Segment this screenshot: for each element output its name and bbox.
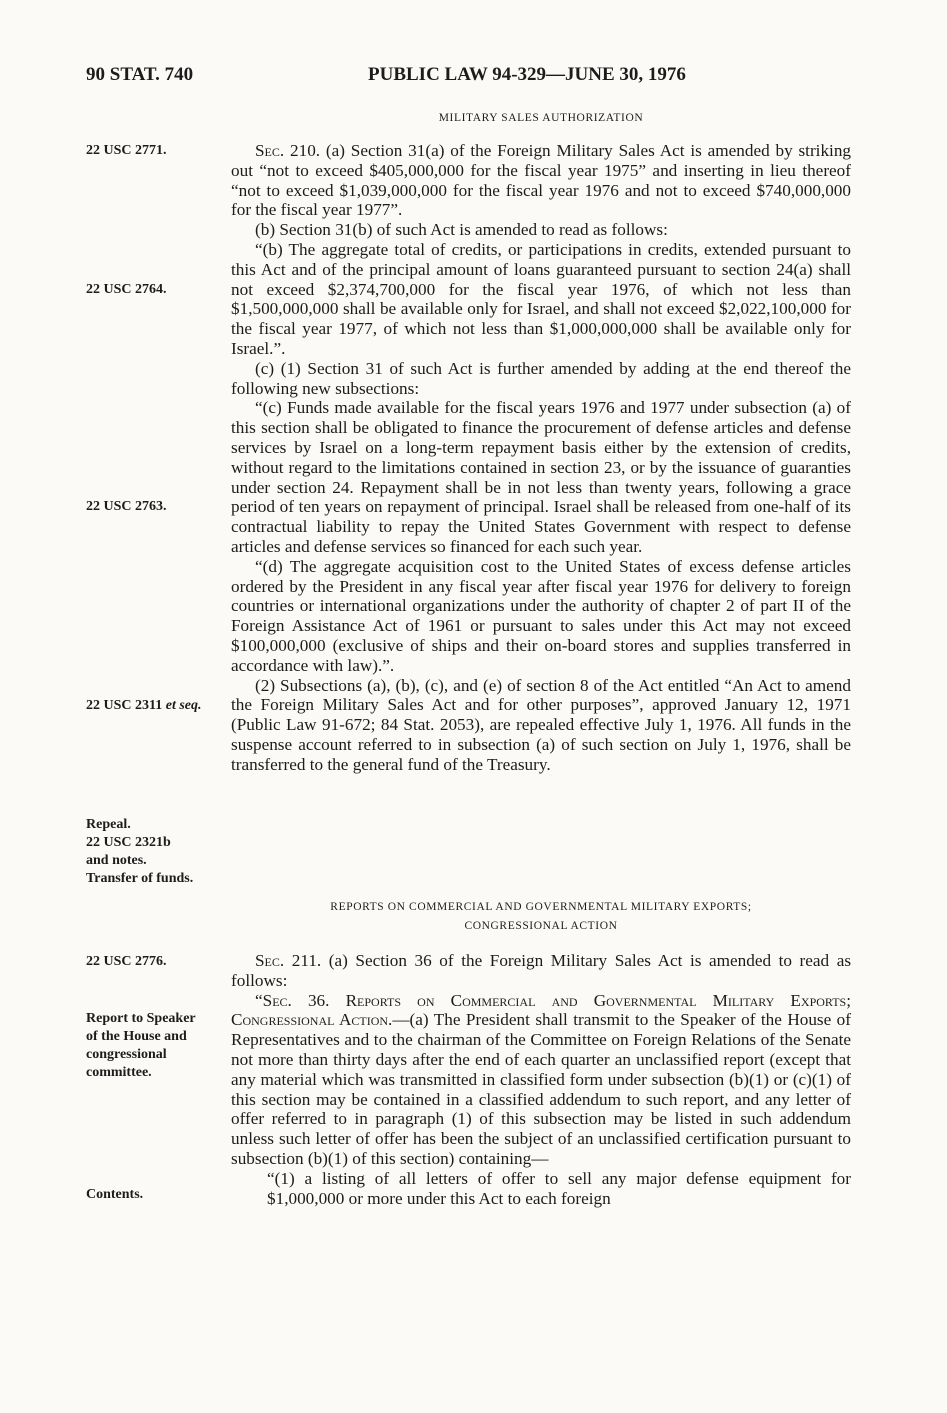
margin-note-contents: Contents. — [86, 1187, 144, 1202]
sec210-para-c2: (2) Subsections (a), (b), (c), and (e) of section 8 of the Act entitled “An Act to amend the Foreign Military Sales Act and for other purposes”, approved January 12, 1971 (Public Law 91-672; 84 Stat. 2053), are repealed effective July 1, 1976. All funds in the suspense account referred to in subsection (a) of such section on July 1, 1976, shall be transferred to the general fund of the Treasury. — [231, 675, 851, 774]
section-210 — [231, 141, 851, 775]
sec210-para-a-text: 210. (a) Section 31(a) of the Foreign Military Sales Act is amended by striking out “not to exceed $405,000,000 for the fiscal year 1975” and inserting in lieu thereof “not to exceed $1,039,000,000 for the fiscal year 1976 and not to exceed $740,000,000 for the fiscal year 1977”. — [231, 141, 852, 220]
margin-note-2763: 22 USC 2763. — [86, 499, 167, 514]
caption-reports-line1: REPORTS ON COMMERCIAL AND GOVERNMENTAL MILITARY EXPORTS; — [330, 901, 752, 913]
margin-note-2771: 22 USC 2771. — [86, 143, 167, 158]
sec211-para-heading — [231, 991, 851, 1169]
margin-note-2311-cite: 22 USC 2311 — [86, 698, 163, 713]
margin-note-and-notes: and notes. — [86, 853, 147, 868]
sec210-para-c1: (c) (1) Section 31 of such Act is further amended by adding at the end thereof the following new subsections: — [231, 358, 851, 398]
stat-page-number: 90 STAT. 740 — [86, 64, 194, 85]
margin-note-report: Report to Speaker of the House and congressional committee. — [86, 1011, 196, 1080]
margin-note-2776: 22 USC 2776. — [86, 954, 167, 969]
sec211-label: Sec. — [255, 951, 285, 970]
sec211-para-a — [231, 951, 851, 991]
caption-military-sales: MILITARY SALES AUTHORIZATION — [438, 112, 644, 124]
sec210-para-b-quote: “(b) The aggregate total of credits, or participations in credits, extended pursuant to this Act and of the principal amount of loans guaranteed pursuant to section 24(a) shall not exceed $2,374,700,000 for the fiscal year 1976, of which not less than $1,500,000,000 shall be available only for Israel, and shall not exceed $2,022,100,000 for the fiscal year 1977, of which not less than $1,000,000,000 shall be available only for Israel.”. — [231, 239, 851, 358]
margin-note-transfer: Transfer of funds. — [86, 871, 194, 886]
sec210-para-b: (b) Section 31(b) of such Act is amended to read as follows: — [255, 220, 668, 240]
sec36-heading: “Sec. 36. Reports on Commercial and Governmental Military Exports; Congressional Action. — [231, 990, 851, 1030]
caption-reports-line2: CONGRESSIONAL ACTION — [464, 920, 618, 932]
sec210-para-c-quote: “(c) Funds made available for the fiscal years 1976 and 1977 under subsection (a) of this section shall be obligated to finance the procurement of defense articles and defense services by Israel on a long-term repayment basis either by the extension of credits, without regard to the limitations contained in section 23, or by the issuance of guaranties under section 24. Repayment shall be in not less than twenty years, following a grace period of ten years on repayment of principal. Israel shall be released from one-half of its contractual liability to repay the United States Government with respect to defense articles and defense services so financed for each such year. — [231, 398, 851, 556]
margin-note-et-seq: et seq. — [165, 698, 202, 713]
sec211-para-1: “(1) a listing of all letters of offer to sell any major defense equipment for $1,000,000 or more under this Act to each foreign — [267, 1168, 851, 1208]
margin-note-repeal-block — [86, 816, 221, 888]
sec210-para-a — [231, 141, 851, 220]
sec210-para-d-quote: “(d) The aggregate acquisition cost to the United States of excess defense articles ordered by the President in any fiscal year after fiscal year 1976 for delivery to foreign countries or international organizations under the authority of chapter 2 of part II of the Foreign Assistance Act of 1961 or pursuant to sales under this Act may not exceed $100,000,000 (exclusive of ships and their on-board stores and supplies transferred in accordance with law).”. — [231, 556, 851, 675]
margin-note-2321b: 22 USC 2321b — [86, 835, 171, 850]
sec210-label: Sec. — [255, 141, 285, 160]
margin-note-repeal: Repeal. — [86, 817, 131, 832]
sec36-text: —(a) The President shall transmit to the Speaker of the House of Representatives and to the chairman of the Committee on Foreign Relations of the Senate not more than thirty days after the end of each quarter an unclassified report (except that any material which was transmitted in classified form under subsection (b)(1) or (c)(1) of this section may be contained in a classified addendum to such report, and any letter of offer referred to in paragraph (1) of this subsection may be listed in such addendum unless such letter of offer has been the subject of an unclassified certification pursuant to subsection (b)(1) of this section) containing— — [231, 1010, 852, 1168]
page-title: PUBLIC LAW 94-329—JUNE 30, 1976 — [368, 64, 686, 85]
margin-note-2311 — [86, 697, 221, 715]
margin-note-2764: 22 USC 2764. — [86, 282, 167, 297]
sec211-para-a-text: 211. (a) Section 36 of the Foreign Military Sales Act is amended to read as follows: — [231, 951, 852, 990]
section-211 — [231, 951, 851, 1208]
